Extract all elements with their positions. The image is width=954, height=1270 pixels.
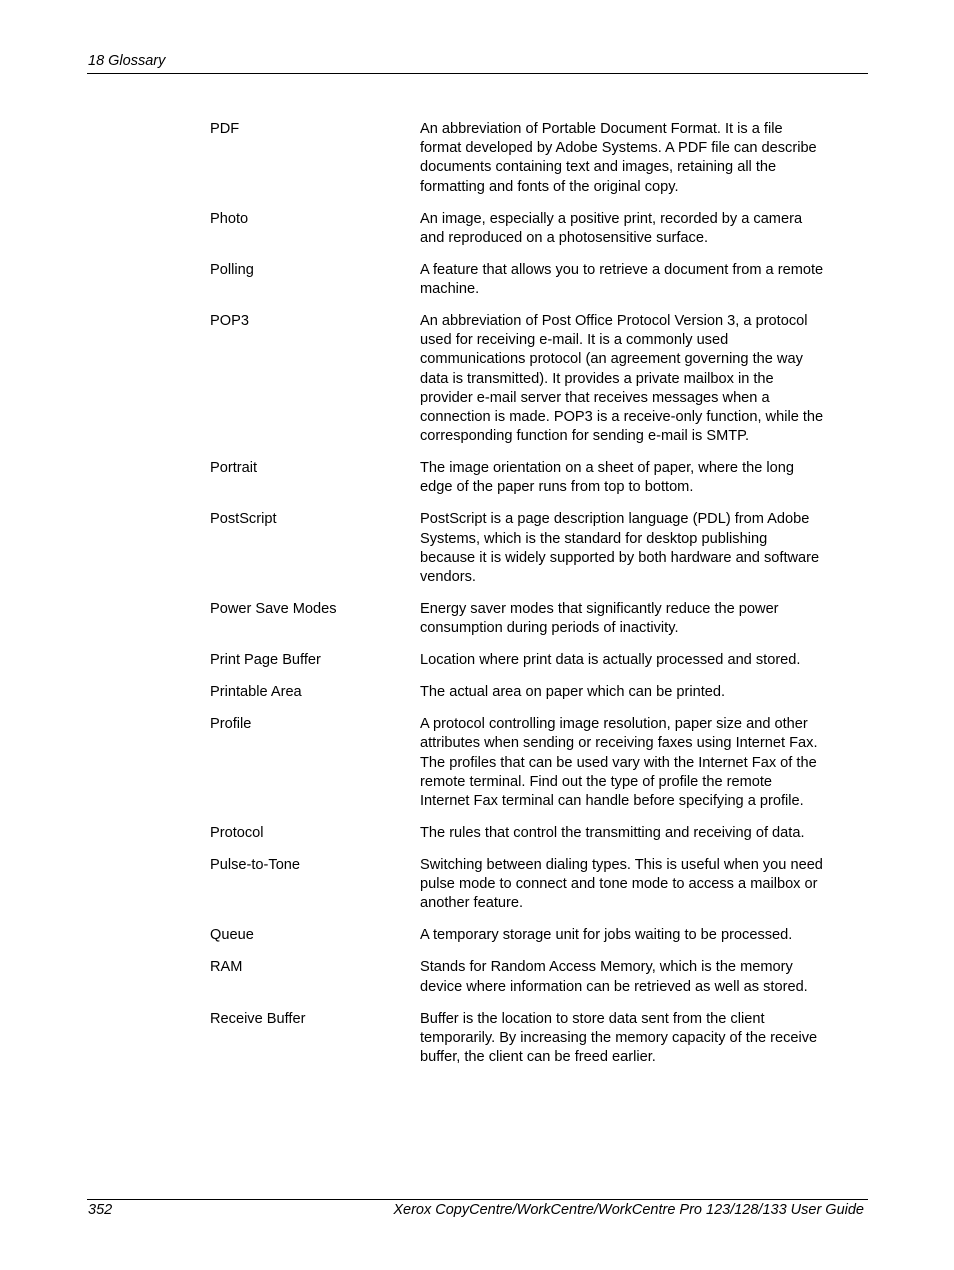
glossary-definition: Stands for Random Access Memory, which is the memory device where information can be retrieved as well as stored. — [420, 959, 808, 995]
glossary-list — [210, 120, 860, 1080]
glossary-entry — [210, 510, 860, 587]
glossary-definition: Buffer is the location to store data sent from the client temporarily. By increasing the memory capacity of the receive buffer, the client can be freed earlier. — [420, 1010, 818, 1066]
glossary-definition: An abbreviation of Post Office Protocol Version 3, a protocol used for receiving e-mail. It is a commonly used communications protocol (an agreement governing the way data is transmitted). It provides a private mailbox in the provider e-mail server that receives messages when a connection is made. POP3 is a receive-only function, while the corresponding function for sending e-mail is SMTP. — [420, 313, 824, 445]
glossary-term: Protocol — [210, 825, 264, 842]
glossary-definition: A feature that allows you to retrieve a document from a remote machine. — [420, 261, 824, 298]
glossary-entry — [210, 1010, 860, 1068]
glossary-definition: PostScript is a page description language (PDL) from Adobe Systems, which is the standard for desktop publishing because it is widely supported by both hardware and software vendors. — [420, 511, 820, 586]
glossary-definition: The actual area on paper which can be printed. — [420, 684, 726, 701]
glossary-entry — [210, 600, 860, 638]
glossary-term: PostScript — [210, 511, 277, 528]
header-divider — [87, 73, 868, 74]
glossary-term: Polling — [210, 261, 254, 278]
glossary-definition: Energy saver modes that significantly reduce the power consumption during periods of inactivity. — [420, 601, 779, 637]
glossary-entry — [210, 856, 860, 914]
glossary-term: Printable Area — [210, 684, 302, 701]
glossary-term: Profile — [210, 716, 252, 733]
page-number: 352 — [88, 1202, 113, 1218]
glossary-entry — [210, 459, 860, 497]
glossary-entry — [210, 926, 860, 945]
glossary-term: Print Page Buffer — [210, 652, 321, 669]
glossary-definition: The image orientation on a sheet of paper, where the long edge of the paper runs from top to bottom. — [420, 460, 795, 496]
glossary-definition: Location where print data is actually processed and stored. — [420, 652, 801, 669]
document-title: Xerox CopyCentre/WorkCentre/WorkCentre Pro 123/128/133 User Guide — [393, 1202, 864, 1218]
glossary-entry — [210, 958, 860, 996]
glossary-term: Power Save Modes — [210, 601, 337, 618]
glossary-term: Photo — [210, 210, 249, 227]
glossary-term: Pulse-to-Tone — [210, 857, 301, 874]
glossary-term: Portrait — [210, 460, 258, 477]
glossary-entry — [210, 715, 860, 811]
chapter-header: 18 Glossary — [88, 53, 166, 69]
footer-divider — [87, 1199, 868, 1200]
glossary-definition: An abbreviation of Portable Document Format. It is a file format developed by Adobe Systems. A PDF file can describe documents containing text and images, retaining all the formatting and fonts of the original copy. — [420, 121, 817, 195]
glossary-term: Receive Buffer — [210, 1010, 306, 1027]
glossary-entry — [210, 312, 860, 446]
glossary-entry — [210, 824, 860, 843]
glossary-definition: A temporary storage unit for jobs waiting to be processed. — [420, 927, 793, 944]
glossary-term: PDF — [210, 121, 240, 137]
glossary-definition: Switching between dialing types. This is useful when you need pulse mode to connect and tone mode to access a mailbox or another feature. — [420, 857, 823, 912]
glossary-term: RAM — [210, 959, 243, 976]
glossary-definition: A protocol controlling image resolution, paper size and other attributes when sending or receiving faxes using Internet Fax. The profiles that can be used vary with the Internet Fax of the remote terminal. Find out the type of profile the remote Internet Fax terminal can handle before specifying a profile. — [420, 716, 818, 810]
glossary-definition: An image, especially a positive print, recorded by a camera and reproduced on a photosensitive surface. — [420, 210, 803, 246]
glossary-definition: The rules that control the transmitting and receiving of data. — [420, 825, 805, 842]
glossary-entry — [210, 261, 860, 299]
glossary-entry — [210, 210, 860, 248]
glossary-term: POP3 — [210, 313, 249, 330]
glossary-entry — [210, 683, 860, 702]
glossary-term: Queue — [210, 927, 254, 944]
glossary-entry — [210, 120, 860, 197]
glossary-entry — [210, 651, 860, 670]
